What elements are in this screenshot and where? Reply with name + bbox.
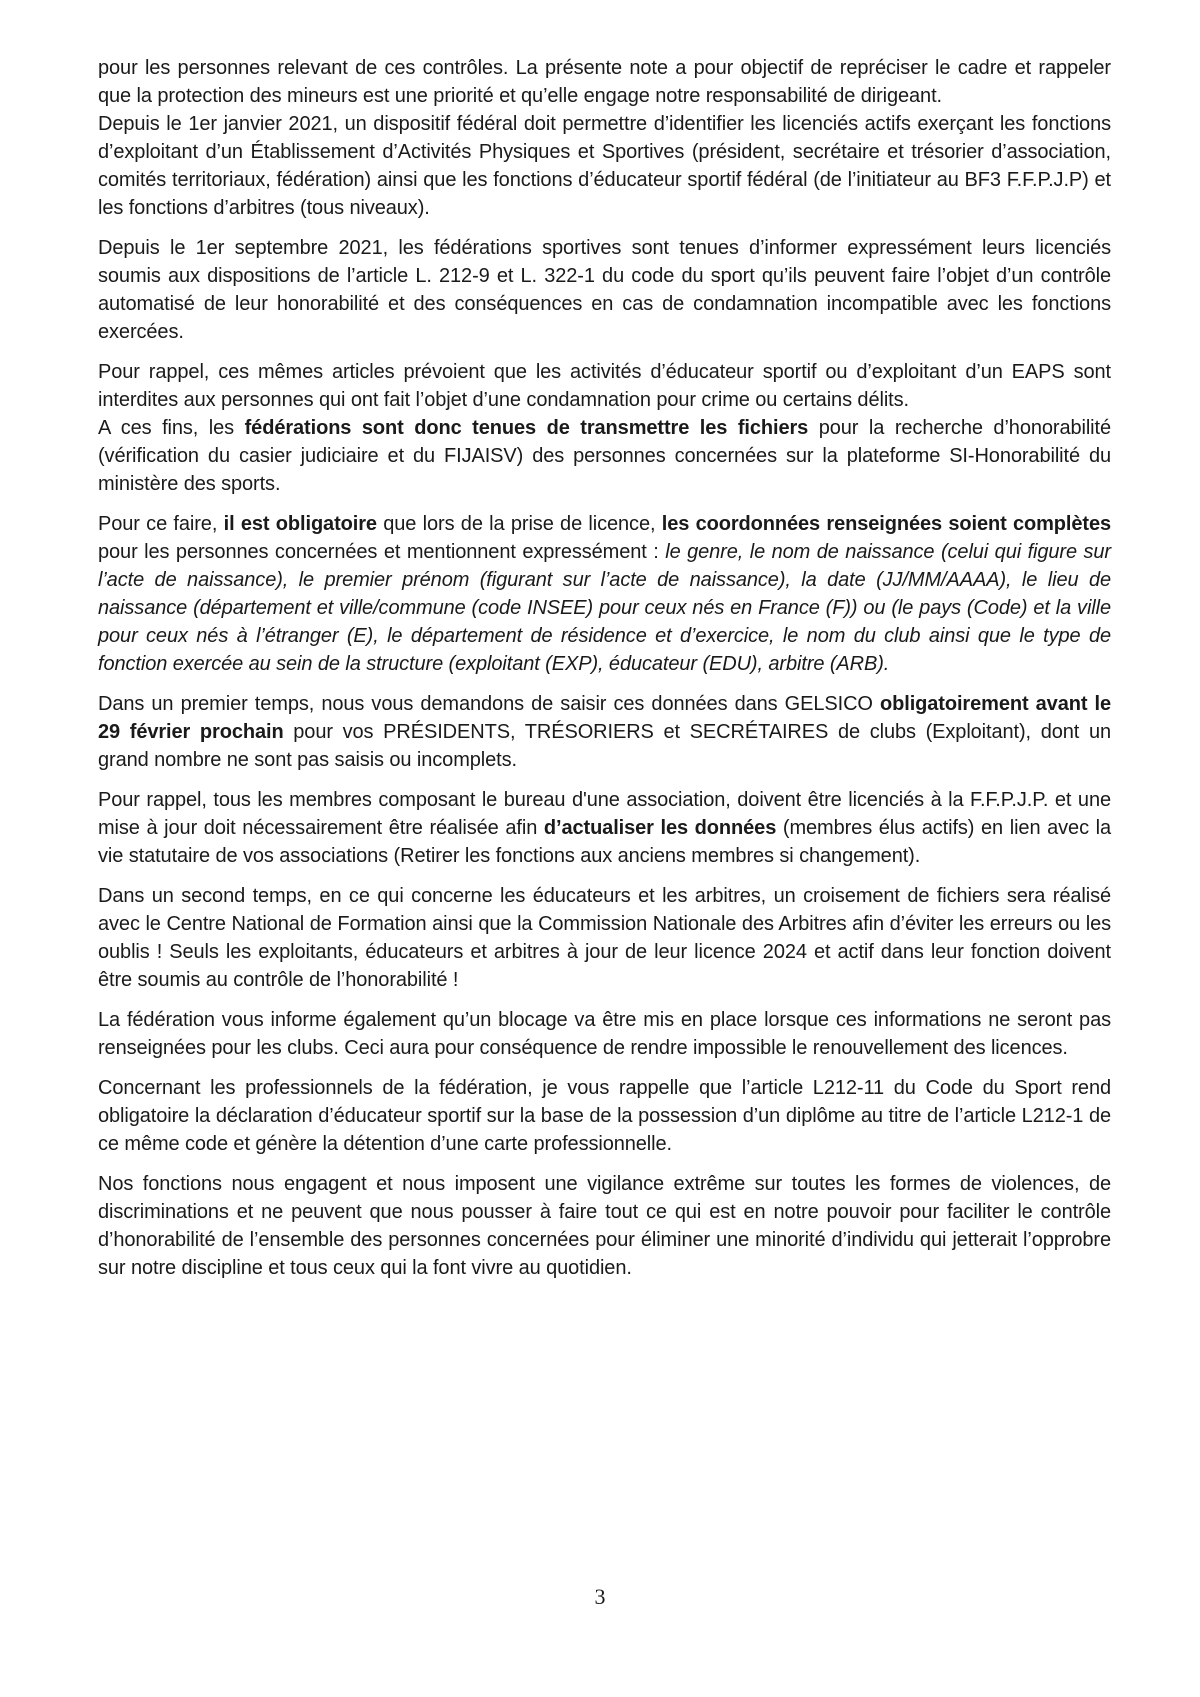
paragraph-septembre-2021: Depuis le 1er septembre 2021, les fédérations sportives sont tenues d’informer expressément leurs licenciés soumis aux dispositions de l’article L. 212-9 et L. 322-1 du code du sport qu’ils peuvent faire l’objet d’un contrôle automatisé de leur honorabilité et des conséquences en cas de condamnation incompatible avec les fonctions exercées.: [98, 237, 1111, 343]
paragraph-professionnels: Concernant les professionnels de la fédération, je vous rappelle que l’article L212-11 du Code du Sport rend obligatoire la déclaration d’éducateur sportif sur la base de la possession d’un diplôme au titre de l’article L212-1 de ce même code et génère la détention d’une carte professionnelle.: [98, 1077, 1111, 1155]
paragraph-dispositif-2021: Depuis le 1er janvier 2021, un dispositif fédéral doit permettre d’identifier les licenciés actifs exerçant les fonctions d’exploitant d’un Établissement d’Activités Physiques et Sportives (président, secrétaire et trésorier d’association, comités territoriaux, fédération) ainsi que les fonctions d’éducateur sportif fédéral (de l’initiateur au BF3 F.F.P.J.P) et les fonctions d’arbitres (tous niveaux).: [98, 113, 1111, 219]
paragraph-coordonnees: Pour ce faire, il est obligatoire que lors de la prise de licence, les coordonnées renseignées soient complètes pour les personnes concernées et mentionnent expressément : le genre, le nom de naissance (celui qui figure sur l’acte de naissance), le premier prénom (figurant sur l’acte de naissance), la date (JJ/MM/AAAA), le lieu de naissance (département et ville/commune (code INSEE) pour ceux nés en France (F)) ou (le pays (Code) et la ville pour ceux nés à l’étranger (E), le département de résidence et d’exercice, le nom du club ainsi que le type de fonction exercée au sein de la structure (exploitant (EXP), éducateur (EDU), arbitre (ARB).: [98, 513, 1112, 675]
paragraph-conclusion: Nos fonctions nous engagent et nous imposent une vigilance extrême sur toutes les formes de violences, de discriminations et ne peuvent que nous pousser à faire tout ce qui est en notre pouvoir pour faciliter le contrôle d’honorabilité de l’ensemble des personnes concernées pour éliminer une minorité d’individu qui jetterait l’opprobre sur notre discipline et tous ceux qui la font vivre au quotidien.: [98, 1173, 1111, 1279]
emphasis-obligatoire: il est obligatoire: [223, 513, 377, 535]
emphasis-transmission: fédérations sont donc tenues de transmettre les fichiers: [244, 417, 809, 439]
paragraph-transmission-fichiers: A ces fins, les fédérations sont donc tenues de transmettre les fichiers pour la recherche d’honorabilité (vérification du casier judiciaire et du FIJAISV) des personnes concernées sur la plateforme SI-Honorabilité du ministère des sports.: [98, 417, 1112, 495]
paragraph-second-temps: Dans un second temps, en ce qui concerne les éducateurs et les arbitres, un croisement de fichiers sera réalisé avec le Centre National de Formation ainsi que la Commission Nationale des Arbitres afin d’éviter les erreurs ou les oublis ! Seuls les exploitants, éducateurs et arbitres à jour de leur licence 2024 et actif dans leur fonction doivent être soumis au contrôle de l’honorabilité !: [98, 885, 1111, 991]
paragraph-bureau: Pour rappel, tous les membres composant le bureau d'une association, doivent être licenciés à la F.F.P.J.P. et une mise à jour doit nécessairement être réalisée afin d’actualiser les données (membres élus actifs) en lien avec la vie statutaire de vos associations (Retirer les fonctions aux anciens membres si changement).: [98, 789, 1112, 867]
paragraph-blocage: La fédération vous informe également qu’un blocage va être mis en place lorsque ces informations ne seront pas renseignées pour les clubs. Ceci aura pour conséquence de rendre impossible le renouvellement des licences.: [98, 1009, 1111, 1059]
page-number: 3: [594, 1584, 606, 1609]
italic-liste-donnees: le genre, le nom de naissance (celui qui figure sur l’acte de naissance), le premier prénom (figurant sur l’acte de naissance), la date (JJ/MM/AAAA), le lieu de naissance (département et ville/commune (code INSEE) pour ceux nés en France (F)) ou (le pays (Code) et la ville pour ceux nés à l’étranger (E), le département de résidence et d’exercice, le nom du club ainsi que le type de fonction exercée au sein de la structure (exploitant (EXP), éducateur (EDU), arbitre (ARB).: [98, 541, 1111, 675]
paragraph-rappel-articles: Pour rappel, ces mêmes articles prévoient que les activités d’éducateur sportif ou d’exploitant d’un EAPS sont interdites aux personnes qui ont fait l’objet d’une condamnation pour crime ou certains délits.: [98, 361, 1111, 411]
emphasis-coordonnees: les coordonnées renseignées soient complètes: [661, 513, 1112, 535]
emphasis-date-limite: obligatoirement avant le 29 février prochain: [98, 693, 1111, 743]
emphasis-actualiser: d’actualiser les données: [543, 817, 777, 839]
paragraph-intro: pour les personnes relevant de ces contrôles. La présente note a pour objectif de repréciser le cadre et rappeler que la protection des mineurs est une priorité et qu’elle engage notre responsabilité de dirigeant.: [98, 57, 1111, 107]
document-body: [98, 54, 1111, 1294]
paragraph-gelsico: Dans un premier temps, nous vous demandons de saisir ces données dans GELSICO obligatoirement avant le 29 février prochain pour vos PRÉSIDENTS, TRÉSORIERS et SECRÉTAIRES de clubs (Exploitant), dont un grand nombre ne sont pas saisis ou incomplets.: [98, 693, 1111, 771]
